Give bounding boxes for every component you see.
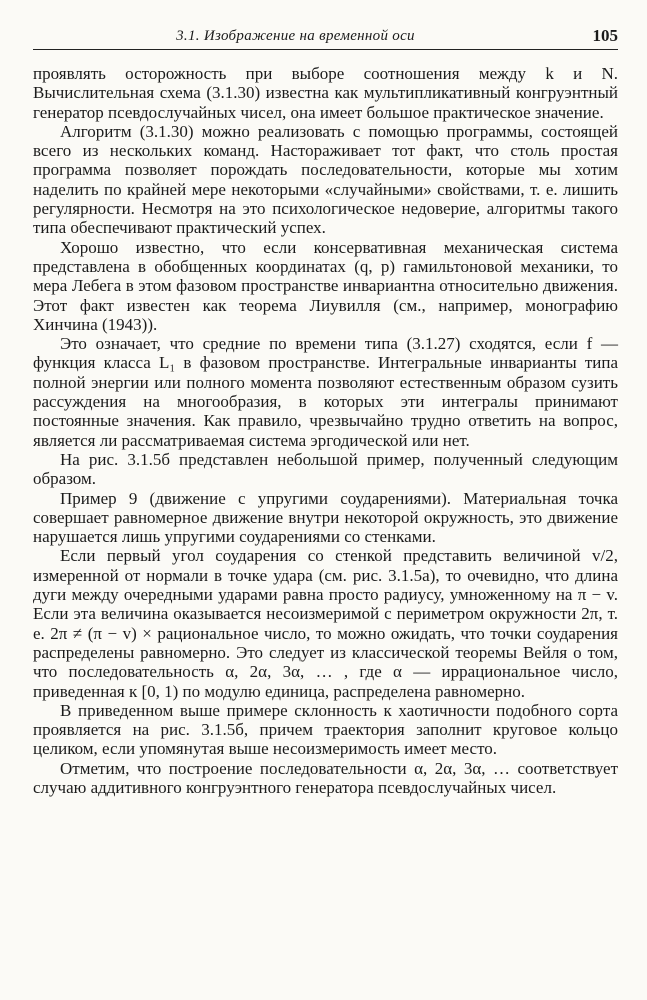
paragraph: Хорошо известно, что если консервативная механическая система представлена в обобщенных координатах (q, p) гамильтоновой механики, то мера Лебега в этом фазовом пространстве инвариантна относительно движения. Этот факт известен как теорема Лиувилля (см., например, монографию Хинчина (1943)). xyxy=(33,237,618,334)
page-body xyxy=(33,64,618,797)
page-number: 105 xyxy=(592,26,618,45)
paragraph: проявлять осторожность при выборе соотношения между k и N. Вычислительная схема (3.1.30) известна как мультипликативный конгруэнтный генератор псевдослучайных чисел, она имеет большое практическое значение. xyxy=(33,64,618,122)
running-header xyxy=(33,26,618,48)
paragraph: Алгоритм (3.1.30) можно реализовать с помощью программы, состоящей всего из нескольких команд. Настораживает тот факт, что столь простая программа позволяет порождать последовательности, которые мы хотим наделить по крайней мере некоторыми «случайными» свойствами, т. е. лишить регулярности. Несмотря на это психологическое недоверие, алгоритмы такого типа обеспечивают практический успех. xyxy=(33,121,618,238)
paragraph: Если первый угол соударения со стенкой представить величиной v/2, измеренной от нормали в точке удара (см. рис. 3.1.5а), то очевидно, что длина дуги между очередными ударами равна просто радиусу, умноженному на π − v. Если эта величина оказывается несоизмеримой с периметром окружности 2π, т. е. 2π ≠ (π − v) × рациональное число, то можно ожидать, что точки соударения распределены равномерно. Это следует из классической теоремы Вейля о том, что последовательность α, 2α, 3α, … , где α — иррациональное число, приведенная к [0, 1) по модулю единица, распределена равномерно. xyxy=(33,546,618,701)
paragraph: В приведенном выше примере склонность к хаотичности подобного сорта проявляется на рис. 3.1.5б, причем траектория заполнит круговое кольцо целиком, если упомянутая выше несоизмеримость имеет место. xyxy=(33,700,618,759)
header-title: 3.1. Изображение на временной оси xyxy=(176,28,415,44)
paragraph: Отметим, что построение последовательности α, 2α, 3α, … соответствует случаю аддитивного конгруэнтного генератора псевдослучайных чисел. xyxy=(33,758,618,797)
header-rule xyxy=(33,49,618,50)
paragraph: Это означает, что средние по времени типа (3.1.27) сходятся, если f — функция класса L₁ в фазовом пространстве. Интегральные инварианты типа полной энергии или полного момента позволяют естественным образом сузить рассуждения на многообразия, в которых эти интегралы принимают постоянные значения. Как правило, чрезвычайно трудно ответить на вопрос, является ли рассматриваемая система эргодической или нет. xyxy=(33,334,618,450)
example-paragraph: Пример 9 (движение с упругими соударениями). Материальная точка совершает равномерное движение внутри некоторой окружность, это движение нарушается лишь упругими соударениями со стенками. xyxy=(33,488,618,547)
paragraph: На рис. 3.1.5б представлен небольшой пример, полученный следующим образом. xyxy=(33,449,618,489)
